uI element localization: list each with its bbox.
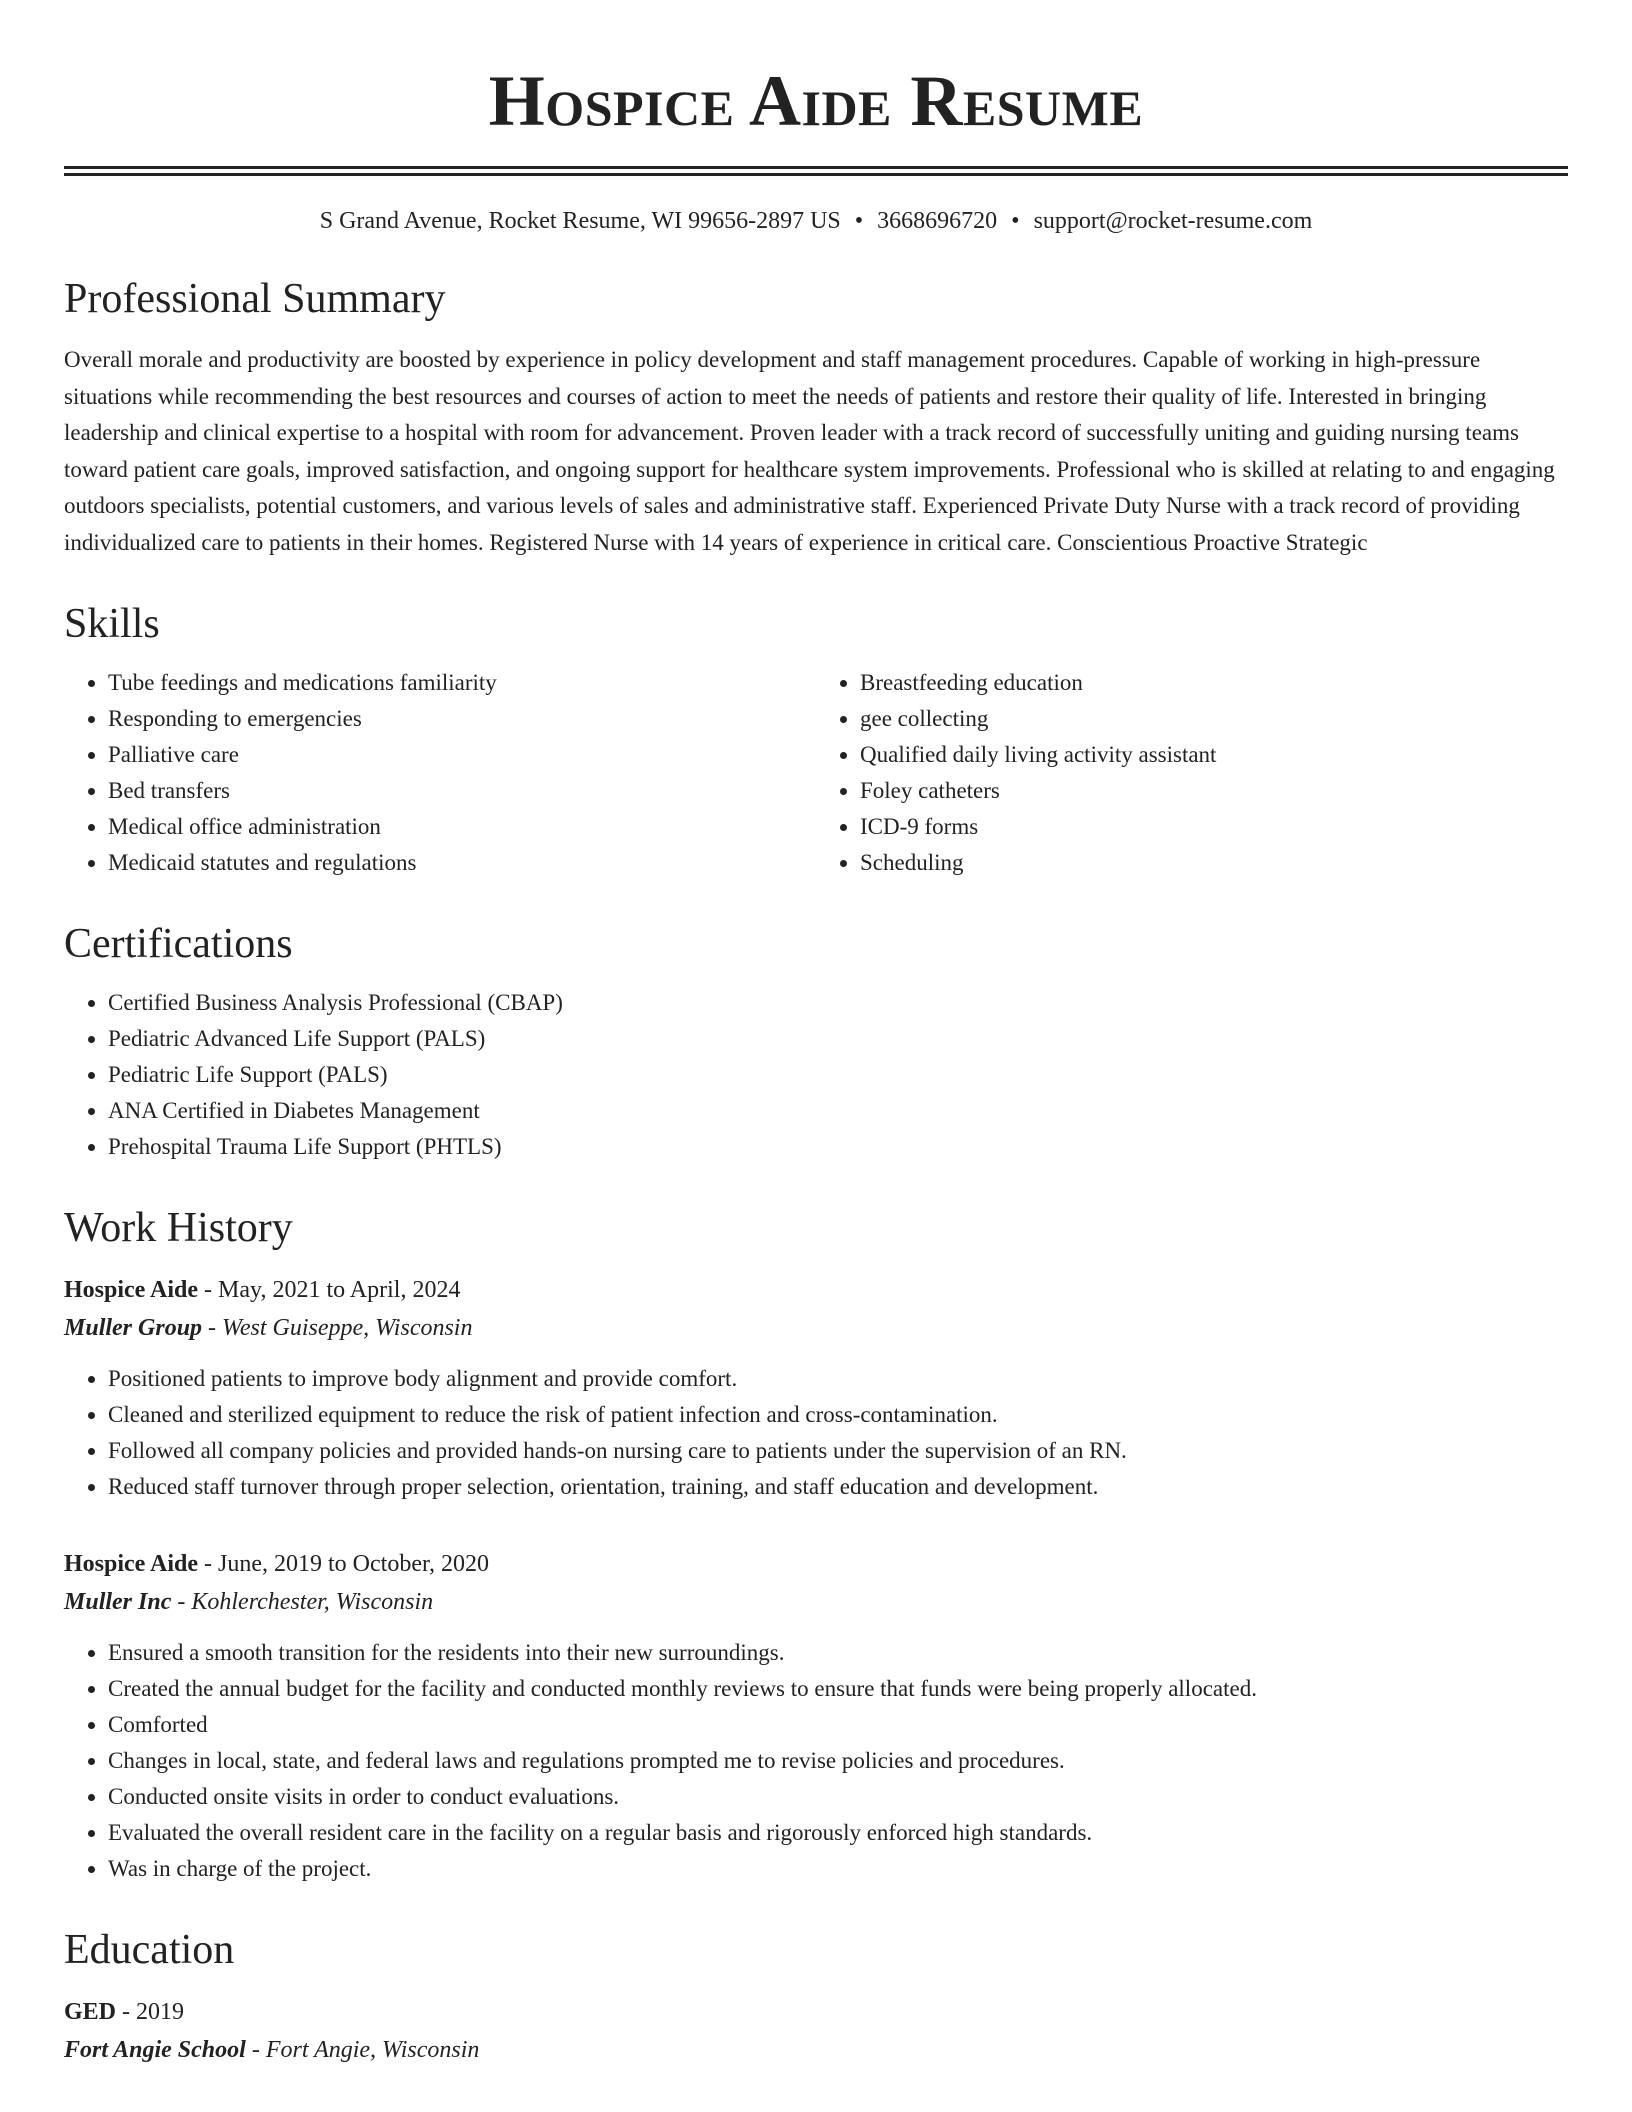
list-item: • Pediatric Life Support (PALS) — [108, 1057, 1568, 1093]
education-dash: - — [116, 1999, 137, 2025]
list-item: • Followed all company policies and provided hands-on nursing care to patients under the supervision of an RN. — [108, 1433, 1568, 1469]
list-item: • Medicaid statutes and regulations — [108, 845, 816, 881]
education-school: Fort Angie School — [64, 2037, 246, 2063]
skills-list-right — [816, 665, 1568, 881]
list-item: • Foley catheters — [860, 773, 1568, 809]
job-role: Hospice Aide — [64, 1277, 199, 1303]
list-item: • Breastfeeding education — [860, 665, 1568, 701]
job-bullets — [64, 1635, 1568, 1887]
skills-columns — [64, 665, 1568, 881]
list-item: • Comforted — [108, 1707, 1568, 1743]
certifications-heading: Certifications — [64, 921, 293, 967]
list-item: • Qualified daily living activity assistant — [860, 737, 1568, 773]
job-entry — [64, 1271, 1568, 1505]
job-company: Muller Group — [64, 1315, 203, 1341]
education-degree: GED — [64, 1999, 117, 2025]
job-role: Hospice Aide — [64, 1551, 199, 1577]
list-item: • Bed transfers — [108, 773, 816, 809]
list-item: • Palliative care — [108, 737, 816, 773]
list-item: • Medical office administration — [108, 809, 816, 845]
list-item: • Reduced staff turnover through proper selection, orientation, training, and staff education and development. — [108, 1469, 1568, 1505]
list-item: • ICD-9 forms — [860, 809, 1568, 845]
list-item: • Conducted onsite visits in order to conduct evaluations. — [108, 1779, 1568, 1815]
job-bullets — [64, 1361, 1568, 1505]
education-heading: Education — [64, 1927, 235, 1973]
job-dash: - — [171, 1589, 192, 1615]
job-location: Kohlerchester, Wisconsin — [191, 1589, 434, 1615]
education-year: 2019 — [136, 1999, 185, 2025]
job-location: West Guiseppe, Wisconsin — [222, 1315, 473, 1341]
list-item: • Certified Business Analysis Professional (CBAP) — [108, 985, 1568, 1021]
list-item: • Changes in local, state, and federal laws and regulations prompted me to revise policies and procedures. — [108, 1743, 1568, 1779]
contact-phone: 3668696720 — [877, 208, 998, 234]
list-item: • Prehospital Trauma Life Support (PHTLS) — [108, 1129, 1568, 1165]
contact-email: support@rocket-resume.com — [1033, 208, 1313, 234]
skills-heading: Skills — [64, 601, 160, 647]
list-item: • Was in charge of the project. — [108, 1851, 1568, 1887]
list-item: • Scheduling — [860, 845, 1568, 881]
list-item: • Positioned patients to improve body alignment and provide comfort. — [108, 1361, 1568, 1397]
contact-separator: • — [1011, 208, 1020, 234]
list-item: • ANA Certified in Diabetes Management — [108, 1093, 1568, 1129]
list-item: • Tube feedings and medications familiarity — [108, 665, 816, 701]
education-location: Fort Angie, Wisconsin — [265, 2037, 480, 2063]
job-title-line — [64, 1271, 1568, 1309]
list-item: • Evaluated the overall resident care in the facility on a regular basis and rigorously enforced high standards. — [108, 1815, 1568, 1851]
education-school-line — [64, 2031, 1568, 2069]
job-title-line — [64, 1545, 1568, 1583]
job-dash: - — [198, 1277, 219, 1303]
job-company: Muller Inc — [64, 1589, 172, 1615]
job-dates: May, 2021 to April, 2024 — [218, 1277, 461, 1303]
list-item: • Ensured a smooth transition for the residents into their new surroundings. — [108, 1635, 1568, 1671]
list-item: • gee collecting — [860, 701, 1568, 737]
job-company-line — [64, 1583, 1568, 1621]
education-dash: - — [245, 2037, 266, 2063]
certifications-list — [64, 985, 1568, 1165]
education-degree-line — [64, 1993, 1568, 2031]
summary-heading: Professional Summary — [64, 276, 446, 322]
work-history-heading: Work History — [64, 1205, 293, 1251]
job-company-line — [64, 1309, 1568, 1347]
job-dates: June, 2019 to October, 2020 — [218, 1551, 490, 1577]
list-item: • Responding to emergencies — [108, 701, 816, 737]
list-item: • Pediatric Advanced Life Support (PALS) — [108, 1021, 1568, 1057]
resume-title: Hospice Aide Resume — [488, 61, 1144, 141]
job-dash: - — [202, 1315, 223, 1341]
contact-separator: • — [854, 208, 864, 234]
job-entry — [64, 1545, 1568, 1887]
education-entry — [64, 1993, 1568, 2069]
summary-text: Overall morale and productivity are boosted by experience in policy development and staff management procedures. Capable of working in high-pressure situations while recommending the best resources and courses of action to meet the needs of patients and restore their quality of life. Interested in bringing leadership and clinical expertise to a hospital with room for advancement. Proven leader with a track record of successfully uniting and guiding nursing teams toward patient care goals, improved satisfaction, and ongoing support for healthcare system improvements. Professional who is skilled at relating to and engaging outdoors specialists, potential customers, and various levels of sales and administrative staff. Experienced Private Duty Nurse with a track record of providing individualized care to patients in their homes. Registered Nurse with 14 years of experience in critical care. Conscientious Proactive Strategic — [64, 347, 1555, 555]
list-item: • Cleaned and sterilized equipment to reduce the risk of patient infection and cross-contamination. — [108, 1397, 1568, 1433]
skills-list-left — [64, 665, 816, 881]
contact-address: S Grand Avenue, Rocket Resume, WI 99656-2897 US — [319, 208, 841, 234]
contact-line — [64, 206, 1568, 236]
job-dash: - — [198, 1551, 219, 1577]
title-double-rule — [64, 166, 1568, 176]
list-item: • Created the annual budget for the facility and conducted monthly reviews to ensure that funds were being properly allocated. — [108, 1671, 1568, 1707]
